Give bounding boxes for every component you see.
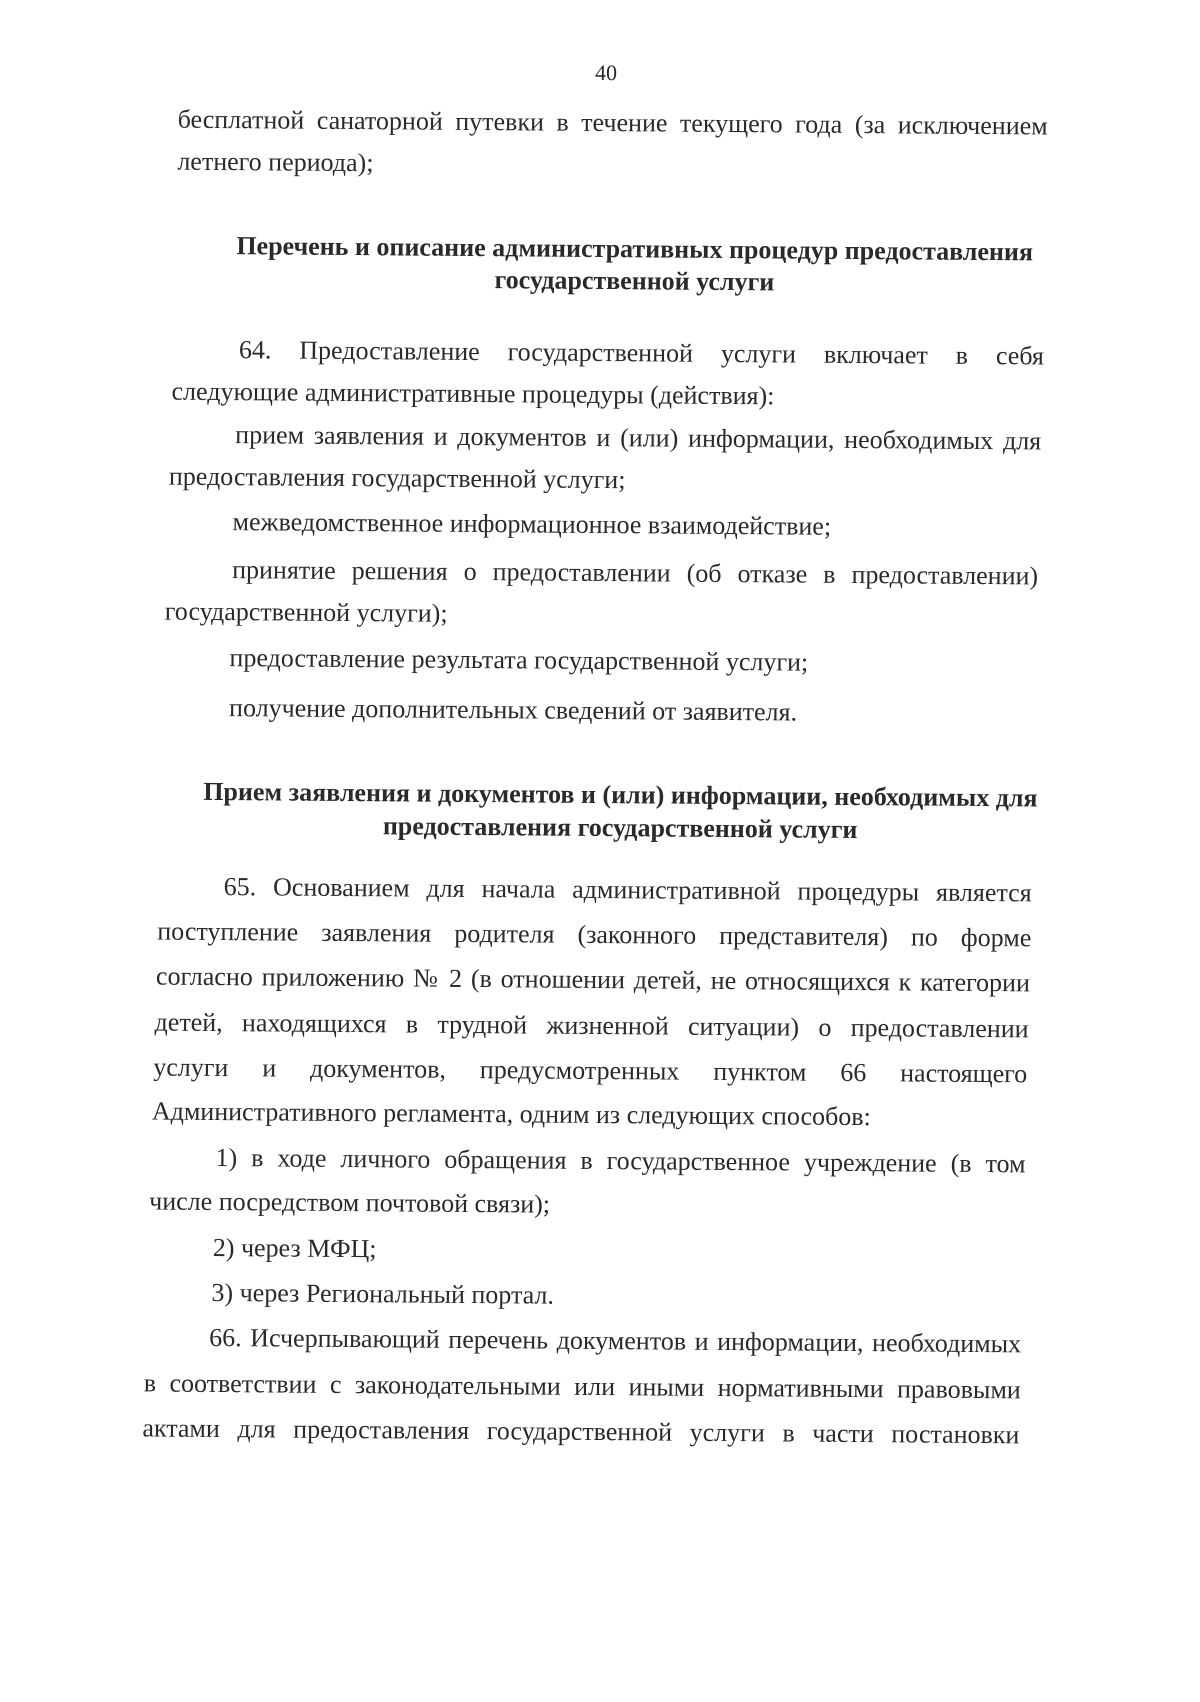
paragraph-65-line-4: детей, находящихся в трудной жизненной ситуации) о предоставлении xyxy=(154,1007,1029,1044)
page-number: 40 xyxy=(594,59,618,86)
paragraph-64-line-2: следующие административные процедуры (действия): xyxy=(171,376,775,411)
list-64-item-5: получение дополнительных сведений от заявителя. xyxy=(228,693,798,727)
paragraph-65-line-2: поступление заявления родителя (законного представителя) по форме xyxy=(157,916,1032,953)
paragraph-66-line-3: актами для предоставления государственной услуги в части постановки xyxy=(142,1413,1020,1450)
list-64-item-1-line-2: предоставления государственной услуги; xyxy=(168,461,626,495)
paragraph-65-line-3: согласно приложению № 2 (в отношении детей, не относящихся к категории xyxy=(155,961,1031,998)
section-heading-1-line-1: Перечень и описание административных процедур предоставления xyxy=(236,231,1034,267)
section-heading-1-line-2: государственной услуги xyxy=(494,265,775,297)
list-64-item-3-line-2: государственной услуги); xyxy=(164,596,448,628)
list-65-item-1-line-1: 1) в ходе личного обращения в государственное учреждение (в том xyxy=(215,1142,1026,1179)
list-64-item-4: предоставление результата государственной услуги; xyxy=(229,643,809,677)
section-heading-2-line-1: Прием заявления и документов и (или) информации, необходимых для xyxy=(203,776,1038,813)
list-65-item-2: 2) через МФЦ; xyxy=(212,1232,377,1264)
paragraph-66-line-2: в соответствии с законодательными или иными нормативными правовыми xyxy=(143,1368,1021,1405)
list-64-item-3-line-1: принятие решения о предоставлении (об отказе в предоставлении) xyxy=(232,555,1039,591)
list-65-item-1-line-2: числе посредством почтовой связи); xyxy=(149,1186,551,1219)
paragraph-65-line-1: 65. Основанием для начала административной процедуры является xyxy=(223,872,1032,908)
paragraph-64-line-1: 64. Предоставление государственной услуги включает в себя xyxy=(238,335,1044,371)
list-65-item-3: 3) через Региональный портал. xyxy=(211,1277,555,1310)
intro-line-1: бесплатной санаторной путевки в течение текущего года (за исключением xyxy=(177,104,1048,141)
section-heading-2-line-2: предоставления государственной услуги xyxy=(382,811,858,845)
paragraph-66-line-1: 66. Исчерпывающий перечень документов и информации, необходимых xyxy=(209,1322,1022,1359)
intro-line-2: летнего периода); xyxy=(177,146,374,178)
list-64-item-2: межведомственное информационное взаимодействие; xyxy=(232,507,832,541)
list-64-item-1-line-1: прием заявления и документов и (или) информации, необходимых для xyxy=(235,420,1042,456)
paragraph-65-line-5: услуги и документов, предусмотренных пунктом 66 настоящего xyxy=(153,1052,1028,1089)
paragraph-65-line-6: Административного регламента, одним из следующих способов: xyxy=(151,1096,871,1132)
